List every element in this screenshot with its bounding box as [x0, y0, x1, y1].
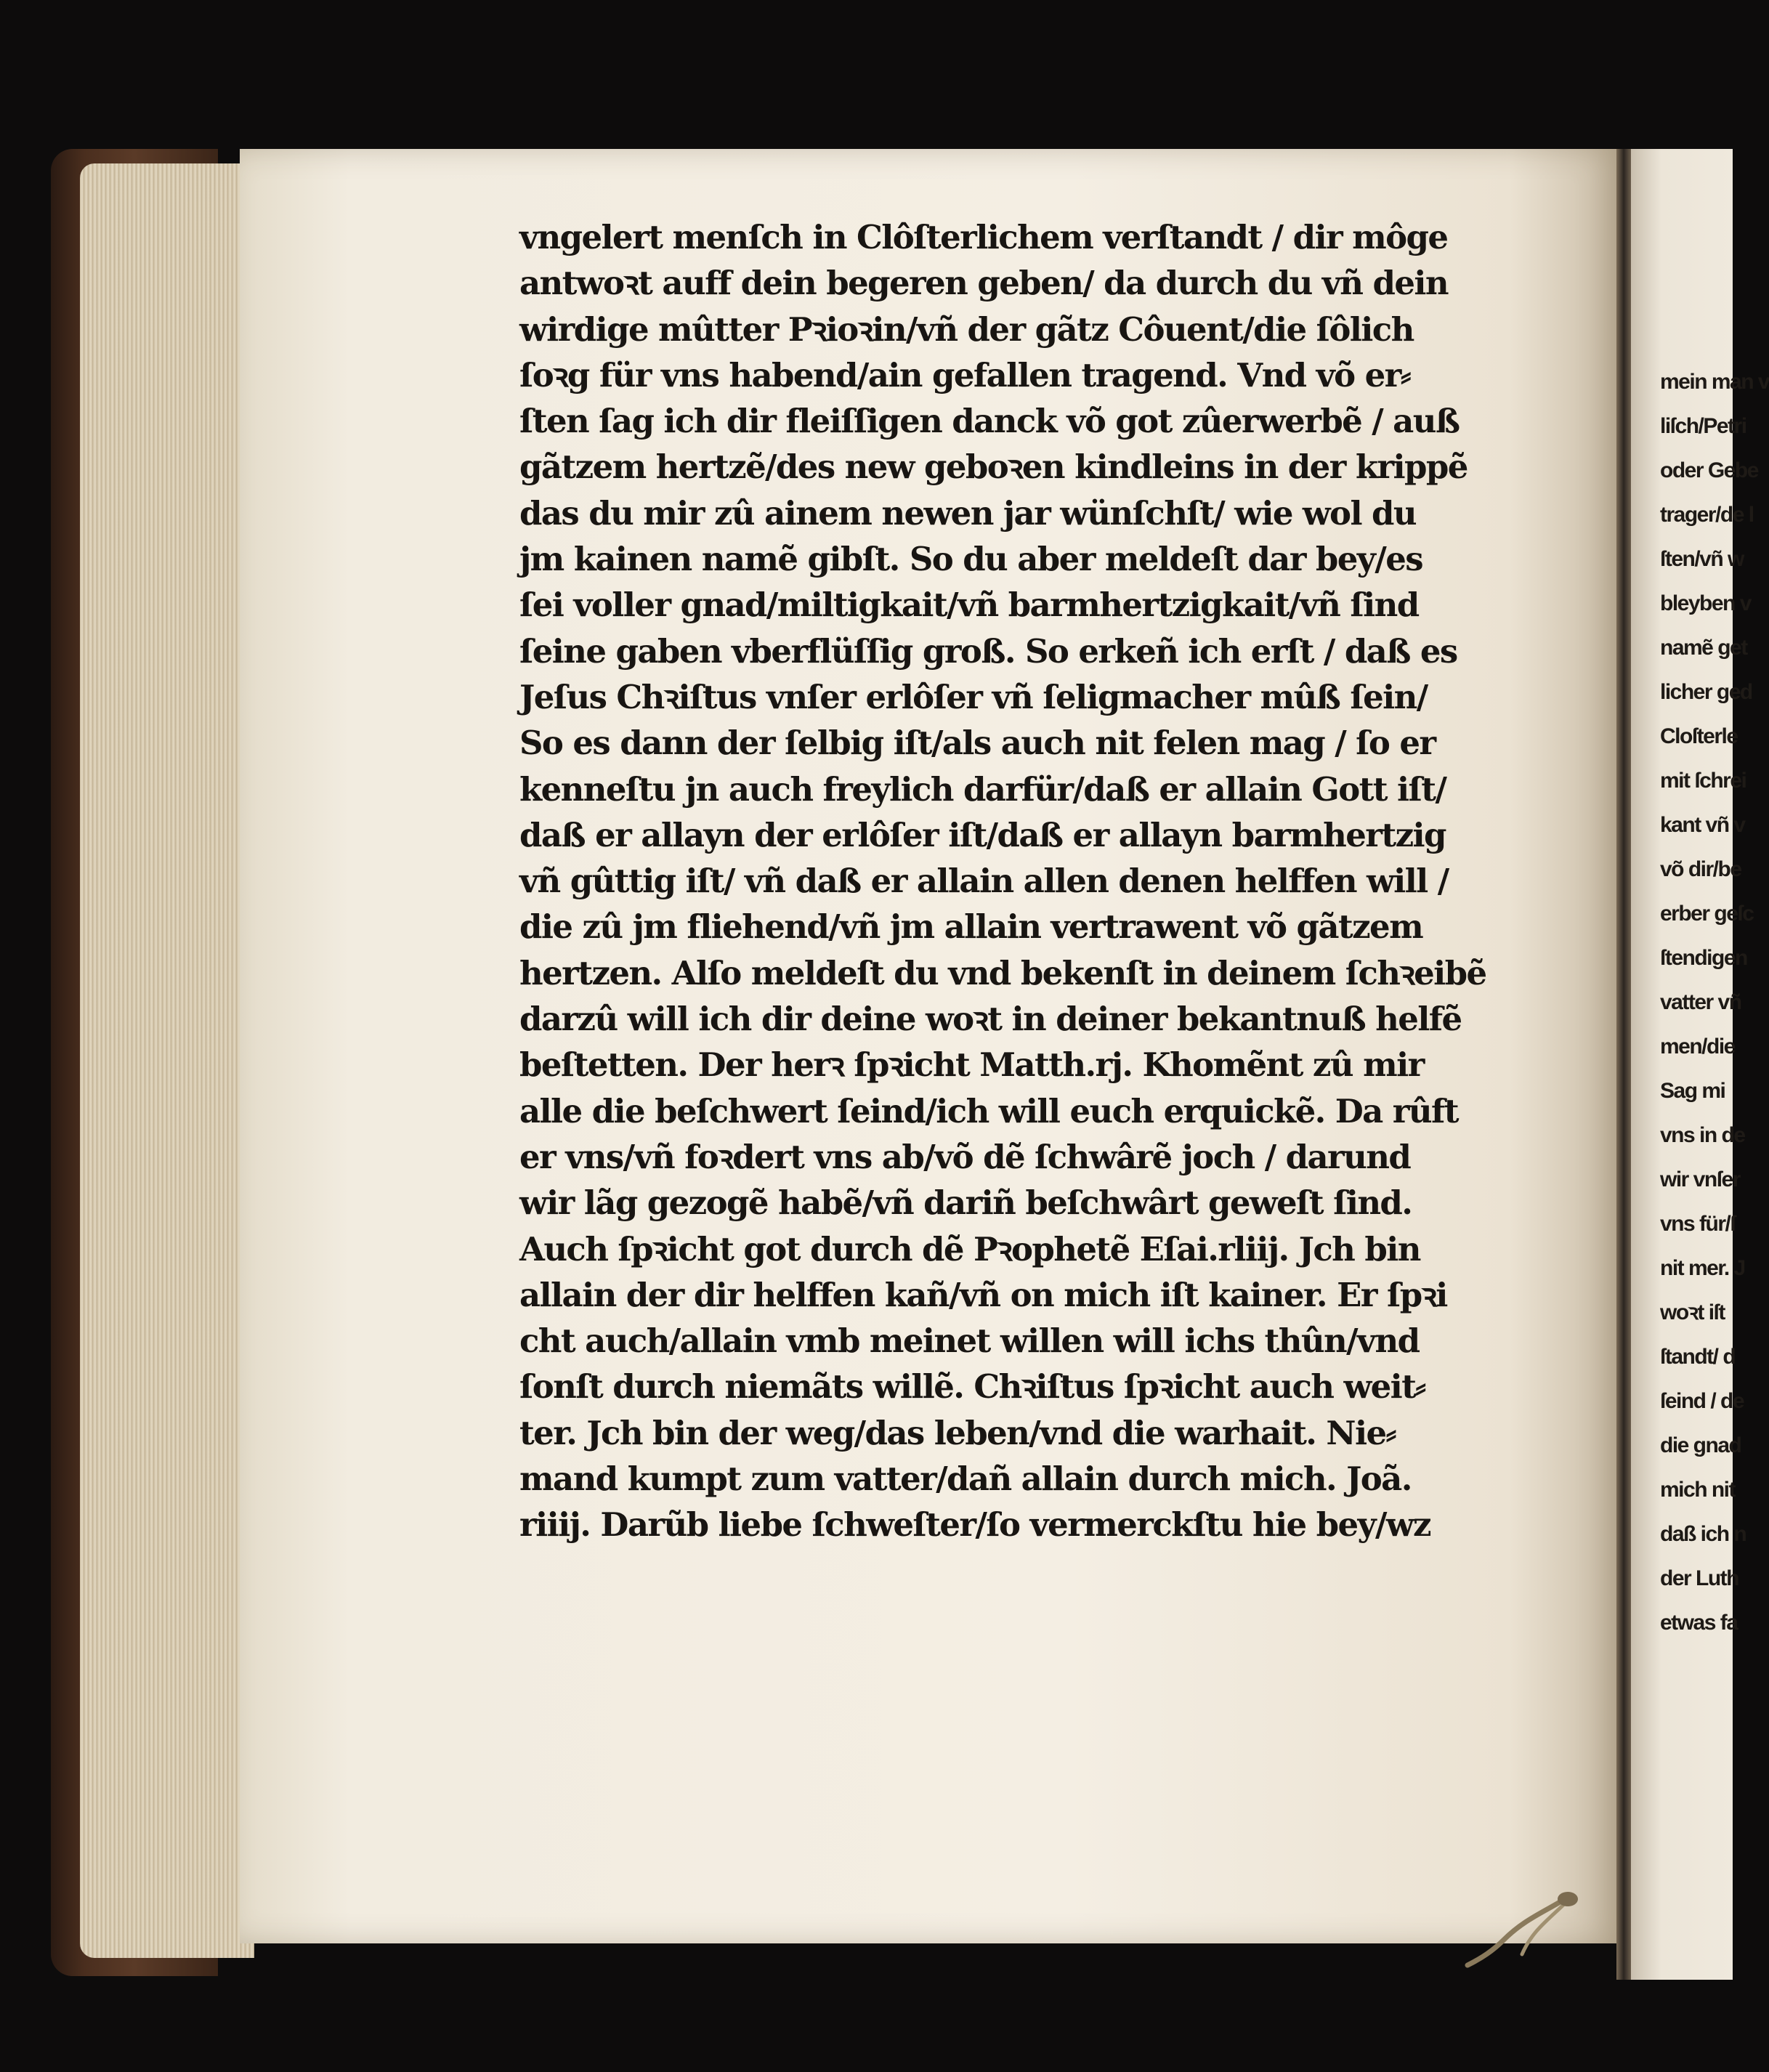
text-line: vns in de [1660, 1123, 1745, 1147]
text-line: licher ged [1660, 680, 1752, 704]
text-line: alle die beſchwert ſeind/ich will euch erquickẽ. Da rûft [519, 1091, 1458, 1130]
text-line: mand kumpt zum vatter/dañ allain durch mich. Joã. [519, 1460, 1412, 1499]
text-line: antwoꝛt auff dein begeren geben/ da durch du vñ dein [519, 264, 1449, 303]
text-line: allain der dir helffen kañ/vñ on mich iſt kainer. Er ſpꝛi [519, 1275, 1447, 1314]
text-line: Cloſterle [1660, 724, 1738, 748]
text-line: wir lãg gezogẽ habẽ/vñ dariñ beſchwârt geweſt ſind. [519, 1183, 1412, 1223]
text-line: Jeſus Chꝛiſtus vnſer erlôſer vñ ſeligmacher mûß ſein/ [519, 677, 1428, 716]
text-line: Auch ſpꝛicht got durch dẽ Pꝛophetẽ Eſai.rliij. Jch bin [519, 1229, 1420, 1268]
right-page-text [1660, 360, 1769, 1645]
text-line: er vns/vñ foꝛdert vns ab/võ dẽ ſchwârẽ joch / darund [519, 1137, 1411, 1176]
text-line: men/die [1660, 1035, 1735, 1059]
text-line: kenneſtu jn auch freylich darfür/daß er allain Gott iſt/ [519, 769, 1446, 809]
text-line: ſtendigen [1660, 946, 1747, 970]
text-line: woꝛt iſt [1660, 1300, 1725, 1324]
text-line: vatter vñ [1660, 990, 1741, 1014]
text-line: mein man v [1660, 370, 1769, 394]
text-line: Sag mi [1660, 1079, 1725, 1103]
text-line: võ dir/be [1660, 857, 1741, 881]
text-line: vñ gûttig iſt/ vñ daß er allain allen denen helffen will / [519, 862, 1449, 901]
text-line: das du mir zû ainem newen jar wünſchſt/ wie wol du [519, 493, 1417, 533]
text-line: hertzen. Alſo meldeſt du vnd bekenſt in deinem ſchꝛeibẽ [519, 953, 1486, 992]
text-line: ſtandt/ d [1660, 1345, 1736, 1369]
text-line: riiij. Darũb liebe ſchweſter/ſo vermerckſtu hie bey/wz [519, 1505, 1430, 1545]
text-line: daß er allayn der erlôſer iſt/daß er allayn barmhertzig [519, 815, 1446, 854]
text-line: etwas fa [1660, 1611, 1738, 1635]
text-line: ſten ſag ich dir fleiſſigen danck võ got zûerwerbẽ / auß [519, 402, 1460, 441]
text-line: oder Gebe [1660, 458, 1758, 482]
text-line: darzû will ich dir deine woꝛt in deiner bekantnuß helfẽ [519, 1000, 1462, 1039]
text-line: gãtzem hertzẽ/des new geboꝛen kindleins in der krippẽ [519, 448, 1468, 487]
text-line: So es dann der ſelbig iſt/als auch nit felen mag / ſo er [519, 724, 1436, 763]
bookmark-string [1460, 1889, 1584, 1969]
book-gutter [1616, 149, 1631, 1980]
text-line: kant vñ v [1660, 813, 1745, 837]
text-line: erber geſc [1660, 902, 1754, 926]
text-line: daß ich n [1660, 1522, 1746, 1546]
text-line: ſei voller gnad/miltigkait/vñ barmhertzigkait/vñ ſind [519, 586, 1419, 625]
text-line: wir vnſer [1660, 1167, 1740, 1191]
right-page [1631, 149, 1769, 1980]
left-page-text [519, 214, 1511, 1548]
text-line: bleyben v [1660, 591, 1751, 615]
text-line: liſch/Petri [1660, 414, 1746, 438]
text-line: namẽ get [1660, 636, 1747, 660]
text-line: ſeine gaben vberflüſſig groß. So erkeñ ich erſt / daß es [519, 631, 1457, 671]
text-line: beſtetten. Der herꝛ ſpꝛicht Matth.rj. Khomẽnt zû mir [519, 1045, 1424, 1085]
text-line: ſonſt durch niemãts willẽ. Chꝛiſtus ſpꝛicht auch weit⸗ [519, 1367, 1425, 1407]
text-line: vngelert menſch in Clôſterlichem verſtandt / dir môge [519, 218, 1448, 256]
text-line: die gnad [1660, 1433, 1741, 1457]
text-line: vns für/ſ [1660, 1212, 1736, 1236]
text-line: wirdige mûtter Pꝛioꝛin/vñ der gãtz Côuent/die ſôlich [519, 309, 1414, 349]
text-line: ſoꝛg für vns habend/ain gefallen tragend. Vnd võ er⸗ [519, 355, 1411, 394]
text-line: mit ſchrei [1660, 769, 1746, 793]
text-line: ſeind / de [1660, 1389, 1744, 1413]
text-line: mich nit [1660, 1478, 1736, 1502]
text-line: die zû jm fliehend/vñ jm allain vertrawent võ gãtzem [519, 907, 1423, 947]
page-edges [80, 163, 254, 1958]
text-line: trager/de l [1660, 503, 1754, 527]
text-line: der Luth [1660, 1566, 1738, 1590]
text-line: ſten/vñ w [1660, 547, 1744, 571]
text-line: cht auch/allain vmb meinet willen will ichs thûn/vnd [519, 1322, 1420, 1361]
text-line: jm kainen namẽ gibſt. So du aber meldeſt dar bey/es [519, 540, 1422, 579]
text-line: nit mer. J [1660, 1256, 1745, 1280]
text-line: ter. Jch bin der weg/das leben/vnd die warhait. Nie⸗ [519, 1413, 1396, 1452]
